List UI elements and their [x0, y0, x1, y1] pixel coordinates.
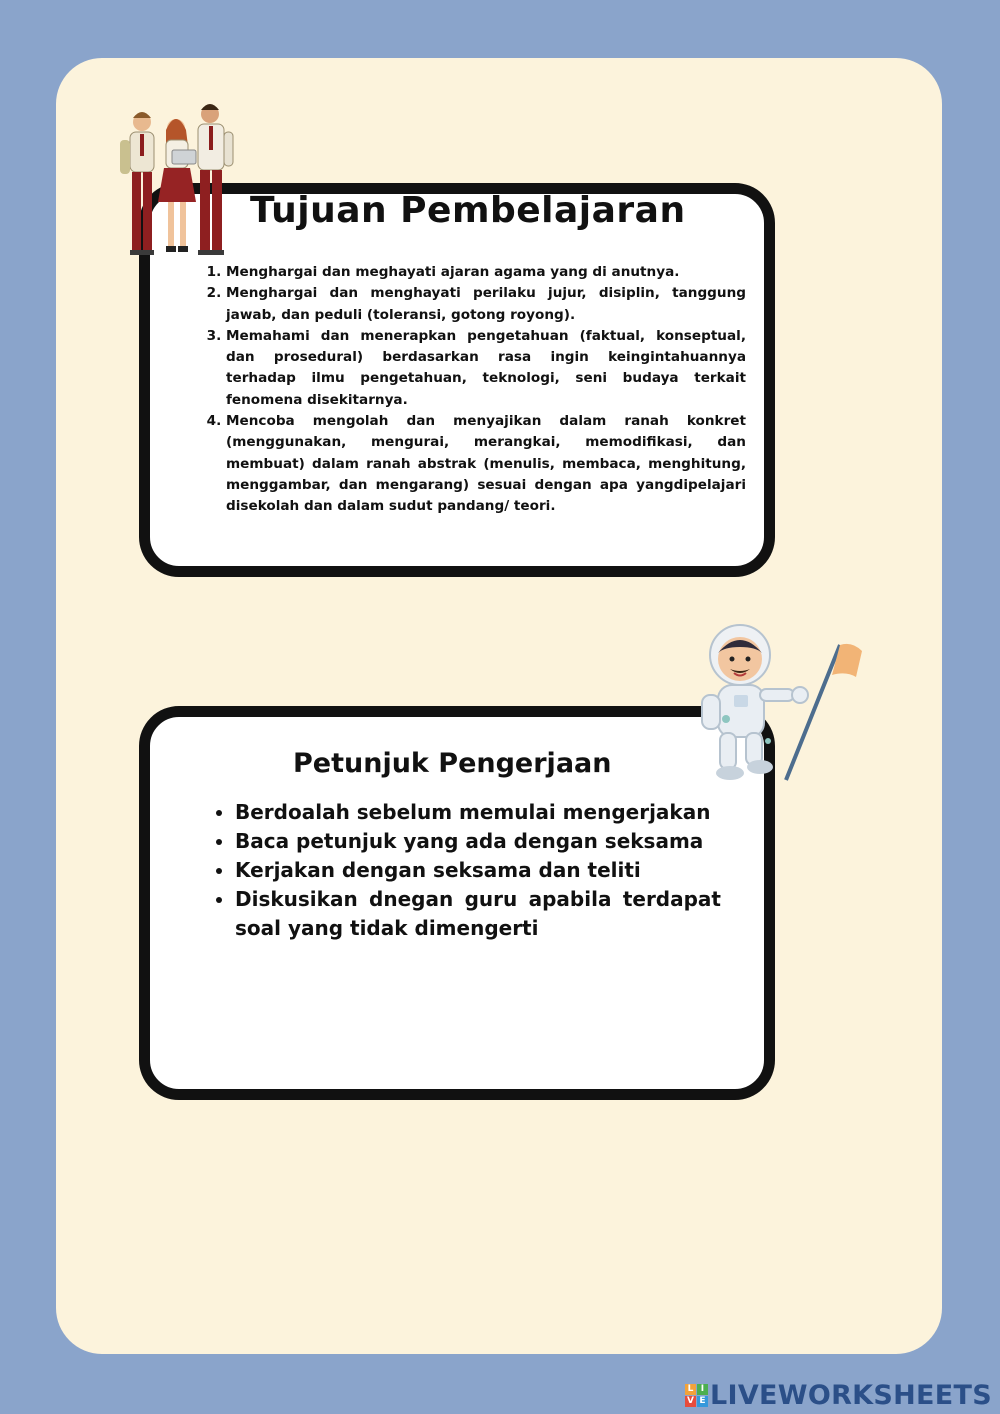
objectives-list [200, 262, 746, 518]
logo-letter: I [697, 1384, 708, 1395]
liveworksheets-logo-icon [685, 1384, 708, 1407]
objective-item: 1. Menghargai dan meghayati ajaran agama yang di anutnya. [226, 262, 746, 283]
instruction-item: • Kerjakan dengan seksama dan teliti [235, 856, 721, 885]
instruction-item: • Berdoalah sebelum memulai mengerjakan [235, 798, 721, 827]
instructions-list [214, 798, 721, 943]
objectives-title: Tujuan Pembelajaran [250, 190, 686, 231]
objective-item: 3. Memahami dan menerapkan pengetahuan (faktual, konseptual, dan prosedural) berdasarkan rasa ingin keingintahuannya terhadap ilmu pengetahuan, teknologi, seni budaya terkait fenomena disekitarnya. [226, 326, 746, 411]
logo-letter: L [685, 1384, 696, 1395]
instruction-item: • Baca petunjuk yang ada dengan seksama [235, 827, 721, 856]
astronaut-flag-icon [690, 615, 870, 790]
logo-letter: V [685, 1396, 696, 1407]
logo-letter: E [697, 1396, 708, 1407]
objective-item: 2. Menghargai dan menghayati perilaku jujur, disiplin, tanggung jawab, dan peduli (toleransi, gotong royong). [226, 283, 746, 326]
students-illustration-icon [112, 100, 252, 265]
instructions-title: Petunjuk Pengerjaan [293, 748, 612, 779]
objective-item: 4. Mencoba mengolah dan menyajikan dalam ranah konkret (menggunakan, mengurai, merangkai, memodifikasi, dan membuat) dalam ranah abstrak (menulis, membaca, menghitung, menggambar, dan mengarang) sesuai dengan apa yangdipelajari disekolah dan dalam sudut pandang/ teori. [226, 411, 746, 517]
brand-name: LIVEWORKSHEETS [709, 1380, 992, 1411]
liveworksheets-brand [685, 1380, 992, 1411]
instruction-item: • Diskusikan dnegan guru apabila terdapat soal yang tidak dimengerti [235, 885, 721, 943]
